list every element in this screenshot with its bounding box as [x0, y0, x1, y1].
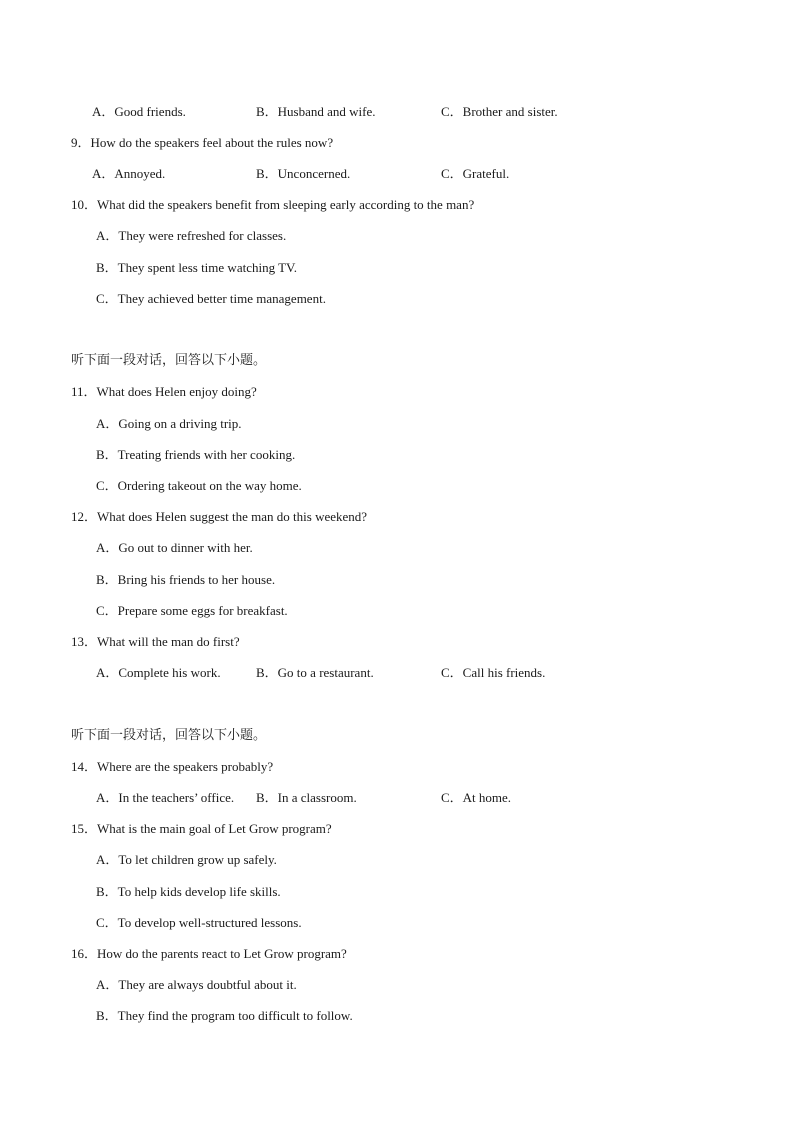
- q13-option-c: C．Call his friends.: [441, 665, 546, 680]
- q12-option-c: C．Prepare some eggs for breakfast.: [96, 603, 288, 618]
- q14-option-c: C．At home.: [441, 790, 512, 805]
- section-instruction-2: 听下面一段对话，回答以下小题。: [71, 728, 267, 743]
- q10-option-a: A．They were refreshed for classes.: [96, 228, 287, 243]
- q10-option-b: B．They spent less time watching TV.: [96, 260, 297, 275]
- q10-stem: 10．What did the speakers benefit from sleeping early according to the man?: [71, 197, 475, 212]
- q12-option-a: A．Go out to dinner with her.: [96, 540, 253, 555]
- q9-option-a: A．Annoyed.: [92, 166, 166, 181]
- q9-option-b: B．Unconcerned.: [256, 166, 351, 181]
- q15-stem: 15．What is the main goal of Let Grow program?: [71, 821, 332, 836]
- q13-stem: 13．What will the man do first?: [71, 634, 240, 649]
- q12-stem: 12．What does Helen suggest the man do this weekend?: [71, 509, 368, 524]
- q13-option-b: B．Go to a restaurant.: [256, 665, 374, 680]
- q9-option-c: C．Grateful.: [441, 166, 510, 181]
- q15-option-c: C．To develop well-structured lessons.: [96, 915, 302, 930]
- q15-option-a: A．To let children grow up safely.: [96, 852, 277, 867]
- q11-stem: 11．What does Helen enjoy doing?: [71, 384, 257, 399]
- q8-option-c: C．Brother and sister.: [441, 104, 558, 119]
- q10-option-c: C．They achieved better time management.: [96, 291, 326, 306]
- q11-option-c: C．Ordering takeout on the way home.: [96, 478, 302, 493]
- q16-option-a: A．They are always doubtful about it.: [96, 977, 297, 992]
- q13-option-a: A．Complete his work.: [96, 665, 221, 680]
- q14-stem: 14．Where are the speakers probably?: [71, 759, 274, 774]
- q14-option-b: B．In a classroom.: [256, 790, 357, 805]
- section-instruction-1: 听下面一段对话，回答以下小题。: [71, 353, 267, 368]
- q14-option-a: A．In the teachers’ office.: [96, 790, 235, 805]
- q15-option-b: B．To help kids develop life skills.: [96, 884, 281, 899]
- q9-stem: 9．How do the speakers feel about the rules now?: [71, 135, 334, 150]
- q16-stem: 16．How do the parents react to Let Grow program?: [71, 946, 347, 961]
- q12-option-b: B．Bring his friends to her house.: [96, 572, 276, 587]
- q16-option-b: B．They find the program too difficult to follow.: [96, 1008, 353, 1023]
- q8-option-a: A．Good friends.: [92, 104, 186, 119]
- q11-option-b: B．Treating friends with her cooking.: [96, 447, 296, 462]
- q8-option-b: B．Husband and wife.: [256, 104, 376, 119]
- q11-option-a: A．Going on a driving trip.: [96, 416, 242, 431]
